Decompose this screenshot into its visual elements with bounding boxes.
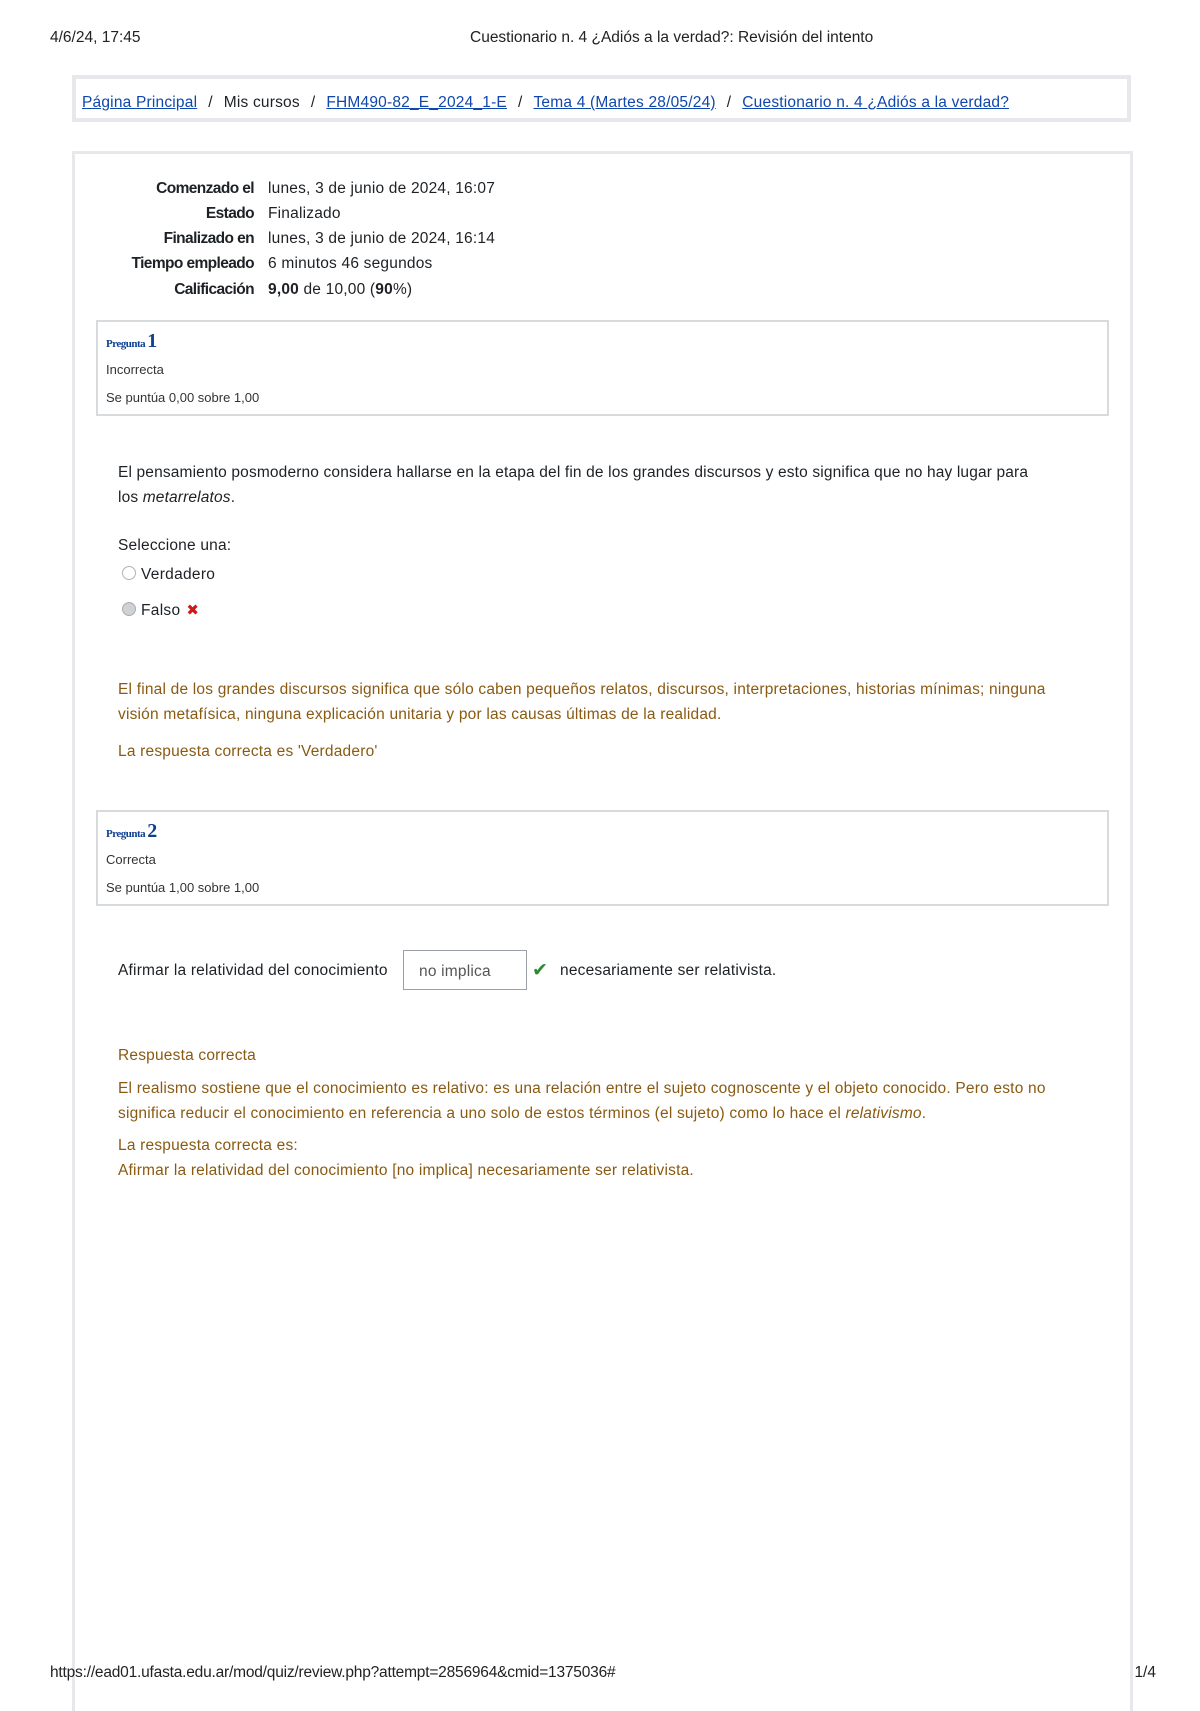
question-2-number [106, 820, 157, 843]
radio-checked[interactable] [122, 602, 136, 616]
summary-row-grade [0, 281, 1200, 305]
summary-row-time [0, 255, 1200, 279]
option-false[interactable] [122, 601, 199, 620]
breadcrumb-separator: / [208, 94, 213, 111]
correct-check-icon: ✔ [532, 960, 549, 981]
question-1-grade: Se puntúa 0,00 sobre 1,00 [106, 390, 260, 405]
grade-percent: 90 [375, 281, 393, 298]
breadcrumb-separator: / [517, 94, 523, 111]
started-value: lunes, 3 de junio de 2024, 16:07 [268, 180, 496, 197]
breadcrumb-home-link[interactable]: Página Principal [82, 94, 198, 111]
question-2-feedback-text: El realismo sostiene que el conocimiento es relativo: es una relación entre el sujeto cognoscente y el objeto conocido. Pero esto no significa reducir el conocimiento en referencia a uno solo de estos términos (el sujeto) como lo hace el [118, 1080, 1046, 1122]
question-1-prompt: Seleccione una: [118, 537, 232, 554]
question-word: Pregunta [106, 828, 146, 840]
breadcrumb-quiz-link[interactable]: Cuestionario n. 4 ¿Adiós a la verdad? [742, 94, 1010, 111]
state-label: Estado [205, 205, 254, 222]
summary-row-started [0, 180, 1200, 204]
breadcrumb-separator: / [726, 94, 732, 111]
breadcrumb-course-link[interactable]: FHM490-82_E_2024_1-E [326, 94, 507, 111]
question-1-text-line1: El pensamiento posmoderno considera hallarse en la etapa del fin de los grandes discursos y esto significa que no hay lugar para [118, 464, 1029, 481]
question-word: Pregunta [106, 338, 146, 350]
finished-value: lunes, 3 de junio de 2024, 16:14 [268, 230, 496, 247]
finished-label: Finalizado en [163, 230, 254, 247]
question-1-text-line2 [118, 485, 1078, 510]
question-2-info [96, 810, 1109, 906]
grade-end: %) [392, 281, 413, 298]
question-1-state: Incorrecta [106, 362, 164, 377]
option-true-label: Verdadero [141, 566, 216, 583]
incorrect-cross-icon: ✖ [186, 602, 200, 619]
question-2-grade: Se puntúa 1,00 sobre 1,00 [106, 880, 260, 895]
breadcrumb [82, 94, 1009, 112]
question-2-text-after: necesariamente ser relativista. [560, 962, 777, 979]
question-2-right-answer-text: Afirmar la relatividad del conocimiento [no implica] necesariamente ser relativista. [118, 1162, 694, 1179]
question-2-right-answer-label: La respuesta correcta es: [118, 1137, 298, 1154]
print-footer [0, 1664, 1200, 1684]
time-value: 6 minutos 46 segundos [268, 255, 433, 272]
question-2-feedback-italic: relativismo [845, 1105, 922, 1122]
question-1-feedback: El final de los grandes discursos significa que sólo caben pequeños relatos, discursos, interpretaciones, historias mínimas; ninguna visión metafísica, ninguna explicación unitaria y por las causas últimas de la realidad. [118, 681, 1046, 723]
time-label: Tiempo empleado [131, 255, 254, 272]
breadcrumb-my-courses: Mis cursos [223, 94, 300, 111]
question-2-feedback [118, 1076, 1078, 1126]
print-date: 4/6/24, 17:45 [50, 29, 141, 46]
question-1-text-suffix: . [230, 489, 236, 506]
option-false-label: Falso [141, 602, 181, 619]
state-value: Finalizado [268, 205, 341, 222]
question-2-state: Correcta [106, 852, 156, 867]
print-header [0, 29, 1200, 49]
summary-row-finished [0, 230, 1200, 254]
grade-score: 9,00 [268, 281, 299, 298]
grade-label: Calificación [174, 281, 254, 298]
question-number: 1 [147, 330, 158, 352]
question-2-text [118, 950, 1018, 990]
breadcrumb-topic-link[interactable]: Tema 4 (Martes 28/05/24) [533, 94, 716, 111]
page-number: 1/4 [1134, 1664, 1156, 1681]
document-title: Cuestionario n. 4 ¿Adiós a la verdad?: Revisión del intento [470, 29, 874, 46]
grade-mid: de 10,00 ( [298, 281, 376, 298]
question-2-feedback-suffix: . [921, 1105, 927, 1122]
question-1-right-answer: La respuesta correcta es 'Verdadero' [118, 743, 378, 760]
question-2-text-before: Afirmar la relatividad del conocimiento [118, 962, 388, 979]
page-url: https://ead01.ufasta.edu.ar/mod/quiz/review.php?attempt=2856964&cmid=1375036# [50, 1664, 616, 1681]
question-1-text-prefix: los [118, 489, 143, 506]
question-1-info [96, 320, 1109, 416]
summary-row-state [0, 205, 1200, 229]
breadcrumb-separator: / [310, 94, 316, 111]
question-2-status-feedback: Respuesta correcta [118, 1047, 256, 1064]
breadcrumb-container [72, 75, 1131, 122]
question-1-text-italic: metarrelatos [142, 489, 231, 506]
question-1-number [106, 330, 157, 353]
radio-unchecked[interactable] [122, 566, 136, 580]
started-label: Comenzado el [156, 180, 254, 197]
question-number: 2 [147, 820, 158, 842]
grade-value [268, 281, 412, 299]
option-true[interactable] [122, 566, 215, 584]
answer-input[interactable]: no implica [403, 950, 527, 990]
question-1-text [118, 460, 1078, 510]
